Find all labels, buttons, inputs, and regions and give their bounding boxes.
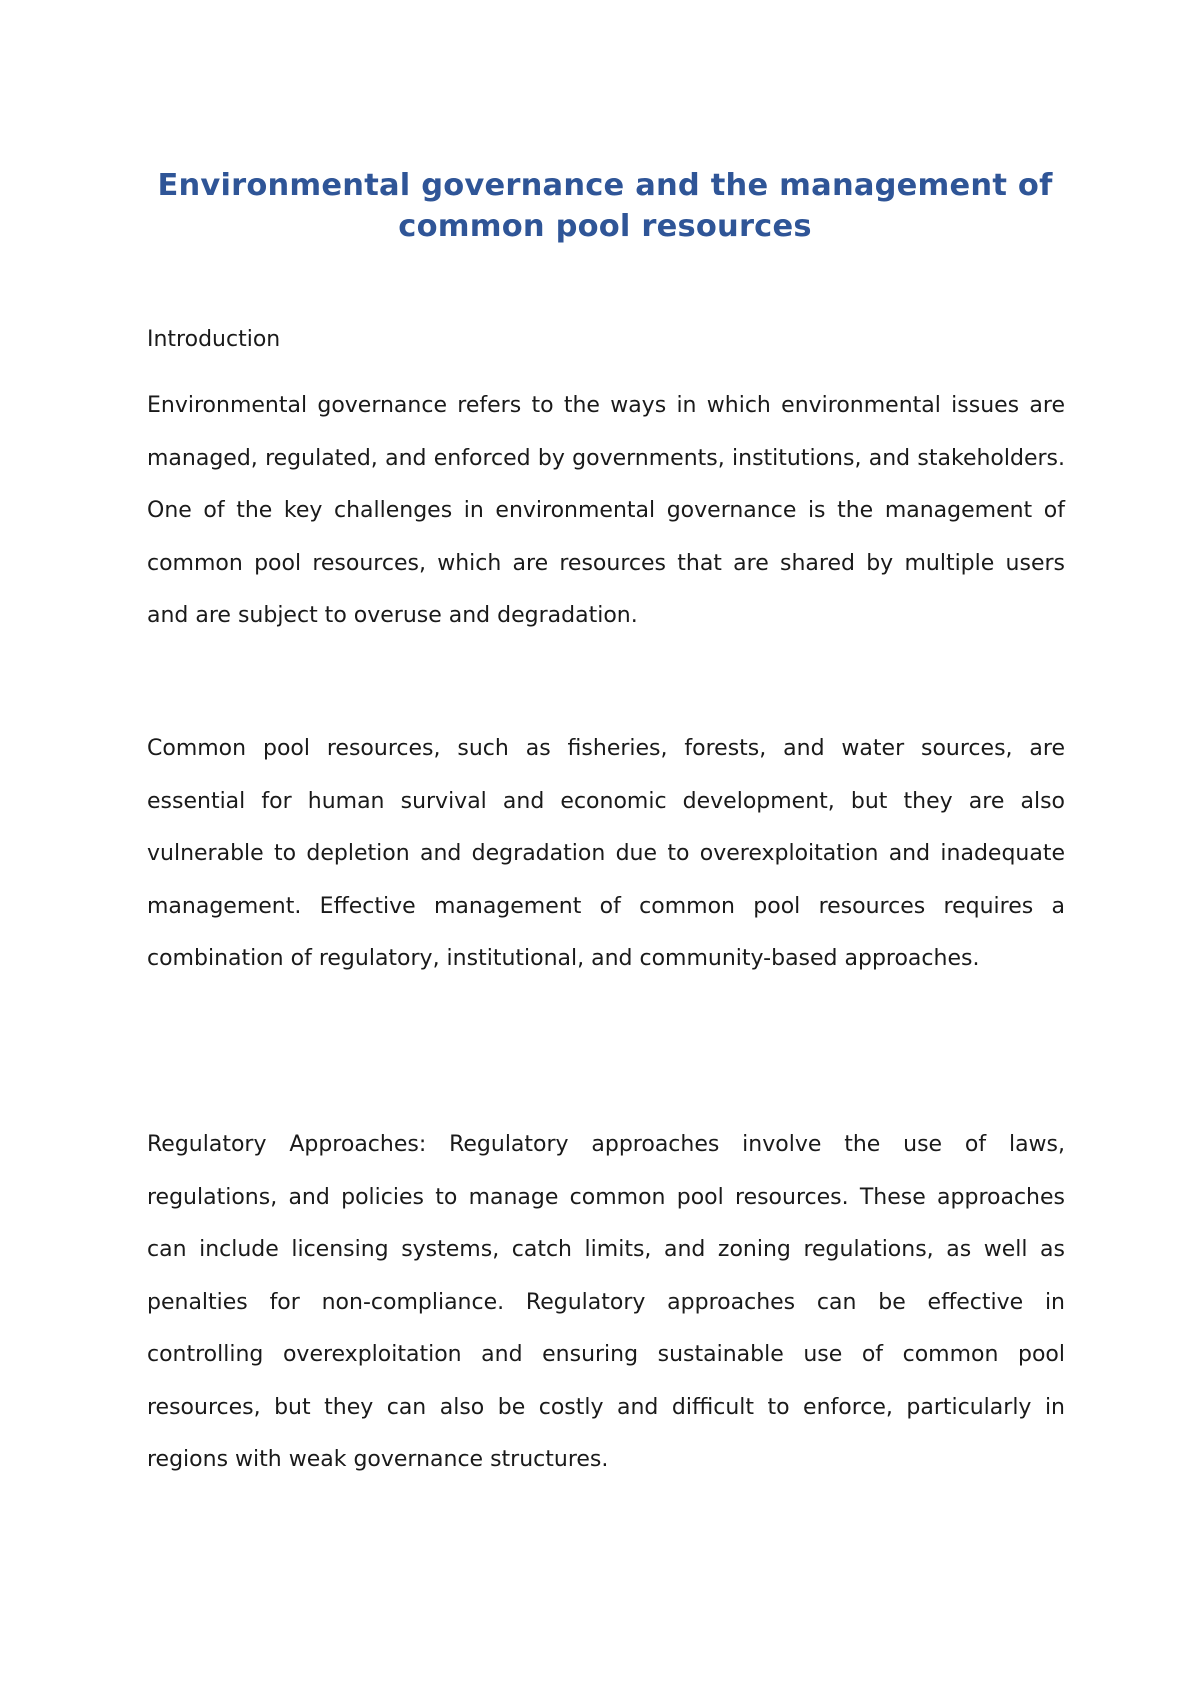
paragraph-common-pool-resources: Common pool resources, such as fisheries, forests, and water sources, are essential for human survival and economic development, but they are also vulnerable to depletion and degradation due to overexploitation and inadequate management. Effective management of common pool resources requires a combination of regulatory, institutional, and community-based approaches. [147,736,1065,971]
section-heading-introduction: Introduction [147,327,281,352]
paragraph-regulatory-approaches: Regulatory Approaches: Regulatory approaches involve the use of laws, regulations, and policies to manage common pool resources. These approaches can include licensing systems, catch limits, and zoning regulations, as well as penalties for non-compliance. Regulatory approaches can be effective in controlling overexploitation and ensuring sustainable use of common pool resources, but they can also be costly and difficult to enforce, particularly in regions with weak governance structures. [147,1132,1065,1472]
paragraph-environmental-governance: Environmental governance refers to the ways in which environmental issues are managed, regulated, and enforced by governments, institutions, and stakeholders. One of the key challenges in environmental governance is the management of common pool resources, which are resources that are shared by multiple users and are subject to overuse and degradation. [147,393,1065,628]
document-title: Environmental governance and the management of common pool resources [157,168,1053,244]
